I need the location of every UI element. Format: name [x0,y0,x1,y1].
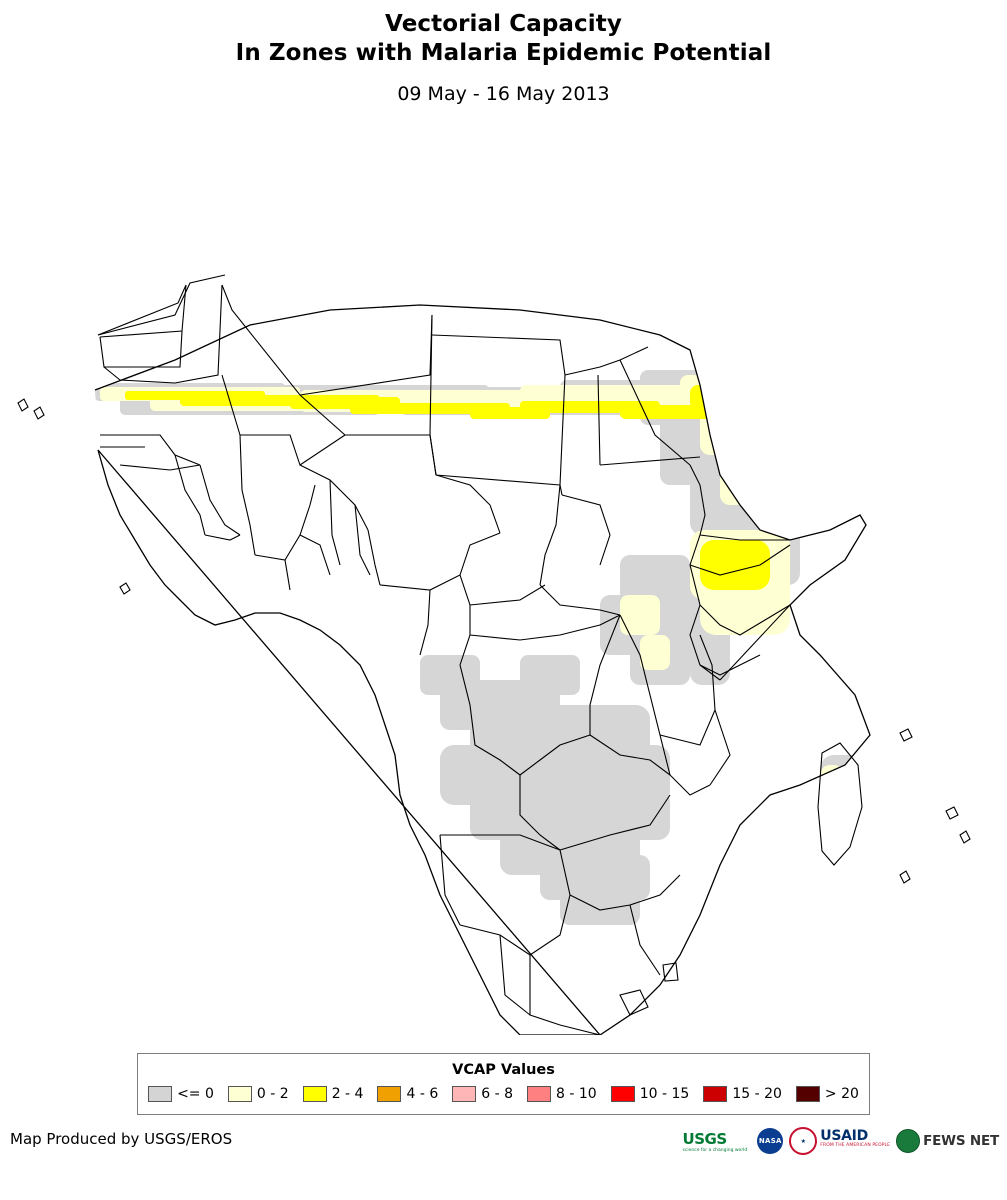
legend-label-8to10: 8 - 10 [556,1086,597,1102]
legend-label-le0: <= 0 [177,1086,214,1102]
legend-item-2to4 [303,1086,364,1102]
usaid-logo-tagline: FROM THE AMERICAN PEOPLE [820,1143,891,1148]
legend-item-8to10 [527,1086,597,1102]
legend-item-gt20 [796,1086,859,1102]
usgs-logo-tagline: science for a changing world [682,1148,748,1153]
legend-item-le0 [148,1086,214,1102]
legend-label-6to8: 6 - 8 [481,1086,514,1102]
legend-swatch-4to6 [377,1086,401,1102]
nasa-logo-text: NASA [757,1128,783,1154]
page-title-line-1: Vectorial Capacity [385,11,622,37]
legend-swatch-le0 [148,1086,172,1102]
legend-label-0to2: 0 - 2 [256,1086,289,1102]
nasa-logo [757,1128,783,1154]
legend-label-2to4: 2 - 4 [331,1086,364,1102]
footer-logos [673,1126,999,1156]
legend-swatch-10to15 [611,1086,635,1102]
fewsnet-logo [896,1128,999,1154]
legend-swatch-2to4 [303,1086,327,1102]
usaid-seal-icon: ★ [789,1127,817,1155]
globe-icon [896,1129,920,1153]
usaid-logo [789,1128,890,1154]
usgs-logo-text: USGS [682,1130,727,1148]
legend-item-4to6 [377,1086,438,1102]
map-background [0,135,1007,1035]
legend-swatch-gt20 [796,1086,820,1102]
title-block [0,10,1007,106]
page-title-line-2: In Zones with Malaria Epidemic Potential [235,40,772,66]
legend [137,1053,870,1115]
legend-swatch-15to20 [703,1086,727,1102]
legend-item-6to8 [452,1086,513,1102]
map-credit: Map Produced by USGS/EROS [10,1130,233,1148]
fewsnet-logo-text: FEWS NET [923,1133,999,1149]
legend-swatch-6to8 [452,1086,476,1102]
legend-swatch-8to10 [527,1086,551,1102]
legend-label-10to15: 10 - 15 [639,1086,690,1102]
legend-label-4to6: 4 - 6 [406,1086,439,1102]
usaid-logo-text-block [820,1128,891,1150]
legend-item-10to15 [611,1086,690,1102]
legend-swatch-0to2 [228,1086,252,1102]
legend-item-15to20 [703,1086,782,1102]
legend-item-0to2 [228,1086,289,1102]
legend-label-gt20: > 20 [824,1086,859,1102]
usgs-logo [679,1126,752,1156]
africa-map [0,135,1007,1035]
date-range-label: 09 May - 16 May 2013 [397,83,610,105]
legend-label-15to20: 15 - 20 [732,1086,782,1102]
legend-items [138,1086,869,1102]
usaid-logo-text: USAID [820,1128,868,1144]
legend-title: VCAP Values [452,1062,555,1078]
